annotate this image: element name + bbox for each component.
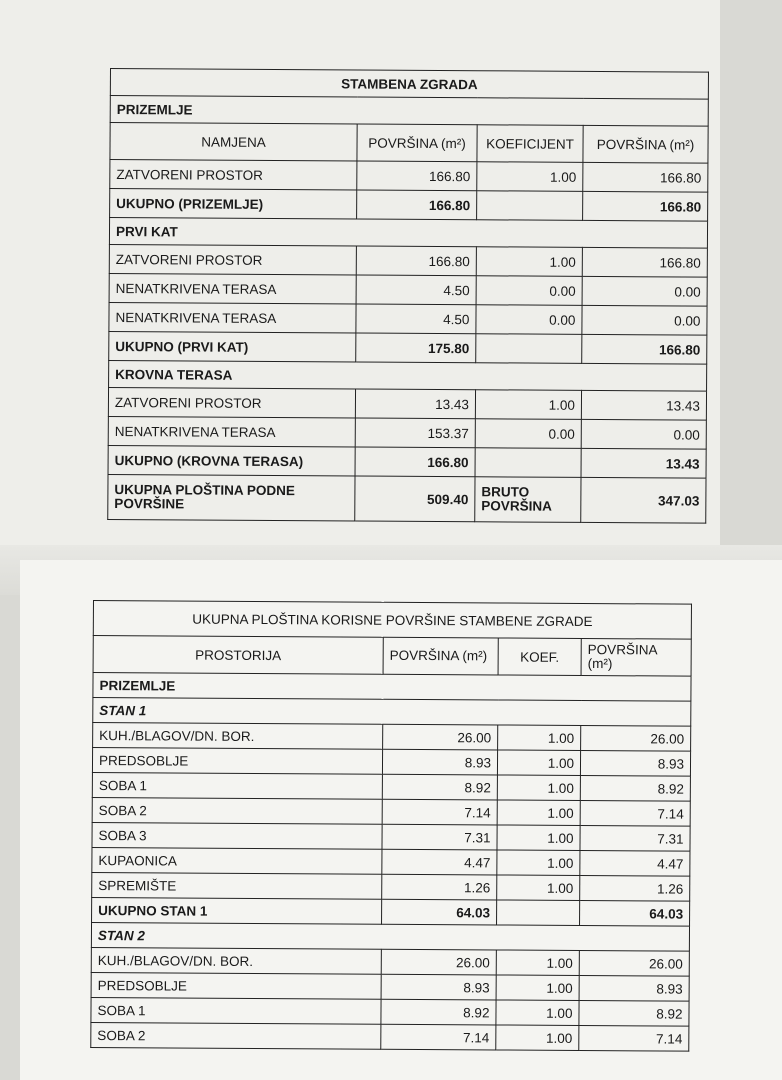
cell-area: 4.50 bbox=[356, 304, 476, 334]
header-row bbox=[93, 636, 691, 677]
cell-area-net: 26.00 bbox=[579, 950, 689, 976]
cell-label: SOBA 2 bbox=[91, 1022, 381, 1049]
cell-area-net: 8.92 bbox=[580, 775, 690, 801]
cell-area-net: 166.80 bbox=[583, 162, 708, 192]
cell-label: SOBA 3 bbox=[92, 822, 382, 849]
total-row bbox=[110, 189, 708, 222]
total-row bbox=[92, 897, 690, 926]
cell-area: 166.80 bbox=[357, 161, 477, 191]
cell-coef: 0.00 bbox=[476, 305, 582, 335]
cell-area: 166.80 bbox=[356, 246, 476, 276]
table-row bbox=[109, 302, 707, 335]
cell-coef: 0.00 bbox=[475, 419, 581, 449]
section-row bbox=[109, 218, 707, 249]
table-row bbox=[109, 273, 707, 306]
cell-area-net: 0.00 bbox=[582, 276, 707, 306]
floor-row bbox=[93, 673, 691, 702]
column-header: POVRŠINA (m²) bbox=[581, 638, 691, 676]
cell-area: 4.47 bbox=[382, 849, 497, 875]
table-row bbox=[109, 244, 707, 277]
cell-label: UKUPNO (KROVNA TERASA) bbox=[108, 445, 355, 476]
grand-total-row bbox=[108, 474, 706, 523]
table-row bbox=[92, 847, 690, 876]
column-header: NAMJENA bbox=[110, 123, 357, 162]
cell-area-net: 1.26 bbox=[580, 875, 690, 901]
cell-area-net: 8.93 bbox=[579, 975, 689, 1001]
cell-label: KUH./BLAGOV/DN. BOR. bbox=[93, 723, 383, 750]
grand-total-area: 509.40 bbox=[355, 476, 475, 522]
cell-coef: 1.00 bbox=[497, 875, 580, 901]
cell-coef bbox=[477, 191, 583, 221]
header-row bbox=[110, 123, 708, 164]
cell-coef bbox=[475, 448, 581, 478]
cell-label: SPREMIŠTE bbox=[92, 872, 382, 899]
cell-area-net: 8.93 bbox=[580, 750, 690, 776]
cell-area: 175.80 bbox=[356, 333, 476, 363]
table-row bbox=[92, 772, 690, 801]
floor-label: PRIZEMLJE bbox=[93, 673, 691, 702]
cell-area-net: 0.00 bbox=[582, 305, 707, 335]
cell-area-net: 64.03 bbox=[580, 900, 690, 926]
cell-label: NENATKRIVENA TERASA bbox=[109, 273, 356, 304]
cell-area: 8.93 bbox=[382, 749, 497, 775]
table-title-row bbox=[110, 69, 708, 100]
cell-area-net: 13.43 bbox=[581, 390, 706, 420]
table-row bbox=[93, 723, 691, 752]
table-row bbox=[92, 797, 690, 826]
cell-label: KUH./BLAGOV/DN. BOR. bbox=[91, 947, 381, 974]
table-row bbox=[91, 947, 689, 976]
cell-area: 7.14 bbox=[381, 1024, 496, 1050]
table-row bbox=[108, 387, 706, 420]
section-label: PRIZEMLJE bbox=[110, 96, 708, 127]
unit-row bbox=[91, 922, 689, 951]
cell-area: 153.37 bbox=[355, 418, 475, 448]
cell-area-net: 166.80 bbox=[583, 191, 708, 221]
cell-area: 1.26 bbox=[382, 874, 497, 900]
cell-area-net: 0.00 bbox=[581, 419, 706, 449]
cell-label: UKUPNO (PRVI KAT) bbox=[109, 331, 356, 362]
total-row bbox=[109, 331, 707, 364]
cell-coef: 1.00 bbox=[498, 725, 581, 751]
total-row bbox=[108, 445, 706, 478]
cell-area-net: 166.80 bbox=[582, 247, 707, 277]
cell-label: ZATVORENI PROSTOR bbox=[109, 244, 356, 275]
cell-area-net: 4.47 bbox=[580, 850, 690, 876]
unit-row bbox=[93, 698, 691, 727]
cell-area: 7.31 bbox=[382, 824, 497, 850]
section-label: KROVNA TERASA bbox=[109, 360, 707, 391]
cell-coef: 1.00 bbox=[497, 750, 580, 776]
table-row bbox=[92, 748, 690, 777]
cell-area-net: 8.92 bbox=[579, 1000, 689, 1026]
table-title-row bbox=[93, 601, 691, 640]
unit-label: STAN 1 bbox=[93, 698, 691, 727]
table-row bbox=[92, 822, 690, 851]
bruto-label: BRUTO POVRŠINA bbox=[475, 477, 581, 523]
cell-label: PREDSOBLJE bbox=[91, 972, 381, 999]
cell-area: 8.92 bbox=[382, 774, 497, 800]
cell-coef bbox=[476, 334, 582, 364]
cell-coef: 1.00 bbox=[496, 1025, 579, 1051]
section-label: PRVI KAT bbox=[109, 218, 707, 249]
cell-label: UKUPNO STAN 1 bbox=[92, 897, 382, 924]
cell-coef: 1.00 bbox=[496, 950, 579, 976]
unit-label: STAN 2 bbox=[91, 922, 689, 951]
cell-coef: 1.00 bbox=[496, 975, 579, 1001]
column-header: KOEF. bbox=[498, 638, 581, 676]
cell-coef: 1.00 bbox=[497, 825, 580, 851]
table-row bbox=[91, 1022, 689, 1051]
table-row bbox=[108, 416, 706, 449]
grand-total-label: UKUPNA PLOŠTINA PODNE POVRŠINE bbox=[108, 474, 355, 521]
column-header: POVRŠINA (m²) bbox=[357, 124, 477, 162]
cell-coef: 0.00 bbox=[476, 276, 582, 306]
cell-label: KUPAONICA bbox=[92, 847, 382, 874]
table-row bbox=[110, 160, 708, 193]
cell-label: NENATKRIVENA TERASA bbox=[108, 416, 355, 447]
cell-area: 8.92 bbox=[381, 999, 496, 1025]
cell-coef: 1.00 bbox=[497, 800, 580, 826]
cell-area-net: 7.14 bbox=[579, 1025, 689, 1051]
cell-area: 64.03 bbox=[382, 899, 497, 925]
stambena-zgrada-table bbox=[107, 68, 709, 524]
table-row bbox=[92, 872, 690, 901]
section-row bbox=[110, 96, 708, 127]
korisna-povrsina-table bbox=[90, 600, 692, 1052]
cell-coef: 1.00 bbox=[496, 1000, 579, 1026]
cell-area-net: 13.43 bbox=[581, 448, 706, 478]
table-title: STAMBENA ZGRADA bbox=[110, 69, 708, 100]
cell-area: 7.14 bbox=[382, 799, 497, 825]
cell-coef: 1.00 bbox=[497, 775, 580, 801]
cell-area: 4.50 bbox=[356, 275, 476, 305]
cell-area: 13.43 bbox=[355, 389, 475, 419]
cell-coef: 1.00 bbox=[477, 162, 583, 192]
cell-label: SOBA 1 bbox=[91, 997, 381, 1024]
column-header: POVRŠINA (m²) bbox=[583, 125, 708, 163]
section-row bbox=[109, 360, 707, 391]
cell-area-net: 166.80 bbox=[582, 334, 707, 364]
cell-area: 166.80 bbox=[355, 447, 475, 477]
cell-coef bbox=[497, 900, 580, 926]
cell-area-net: 26.00 bbox=[581, 725, 691, 751]
cell-area-net: 7.31 bbox=[580, 825, 690, 851]
column-header: PROSTORIJA bbox=[93, 636, 383, 675]
column-header: POVRŠINA (m²) bbox=[383, 637, 498, 675]
table-title: UKUPNA PLOŠTINA KORISNE POVRŠINE STAMBENE ZGRADE bbox=[93, 601, 691, 640]
cell-area-net: 7.14 bbox=[580, 800, 690, 826]
cell-area: 26.00 bbox=[381, 949, 496, 975]
table-row bbox=[91, 997, 689, 1026]
cell-area: 166.80 bbox=[357, 190, 477, 220]
cell-label: ZATVORENI PROSTOR bbox=[110, 160, 357, 191]
cell-coef: 1.00 bbox=[475, 390, 581, 420]
cell-coef: 1.00 bbox=[497, 850, 580, 876]
cell-area: 26.00 bbox=[383, 724, 498, 750]
cell-label: NENATKRIVENA TERASA bbox=[109, 302, 356, 333]
cell-label: SOBA 1 bbox=[92, 772, 382, 799]
table-row bbox=[91, 972, 689, 1001]
cell-label: PREDSOBLJE bbox=[92, 748, 382, 775]
cell-area: 8.93 bbox=[381, 974, 496, 1000]
column-header: KOEFICIJENT bbox=[477, 125, 583, 163]
bruto-area: 347.03 bbox=[581, 477, 706, 523]
cell-coef: 1.00 bbox=[476, 247, 582, 277]
cell-label: ZATVORENI PROSTOR bbox=[108, 387, 355, 418]
cell-label: UKUPNO (PRIZEMLJE) bbox=[110, 189, 357, 220]
cell-label: SOBA 2 bbox=[92, 797, 382, 824]
